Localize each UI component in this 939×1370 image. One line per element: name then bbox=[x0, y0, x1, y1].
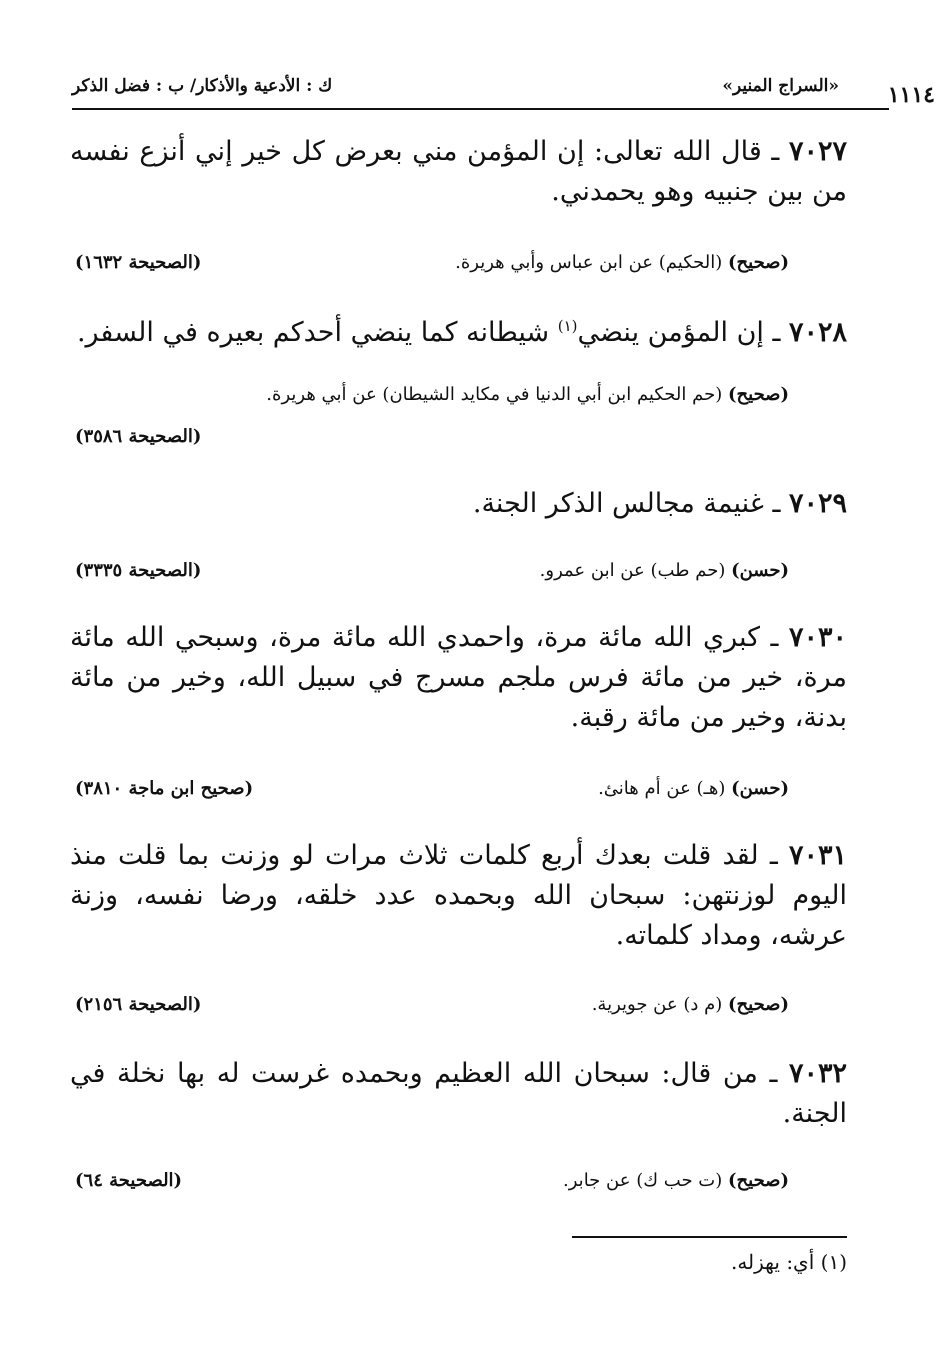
source: (هـ) عن أم هانئ. bbox=[598, 778, 726, 799]
hadith-text: ـ لقد قلت بعدك أربع كلمات ثلاث مرات لو وزنت بما قلت منذ اليوم لوزنتهن: سبحان الله وبحمده عدد خلقه، ورضا نفسه، وزنة عرشه، ومداد كلماته. bbox=[70, 840, 847, 951]
reference: (الصحيحة ٣٥٨٦) bbox=[75, 426, 202, 447]
source: (حم طب) عن ابن عمرو. bbox=[539, 560, 726, 581]
grade: (حسن) bbox=[731, 778, 789, 799]
source: (حم الحكيم ابن أبي الدنيا في مكايد الشيطان) عن أبي هريرة. bbox=[266, 384, 723, 405]
book-title: «السراج المنير» bbox=[722, 76, 839, 96]
hadith-number: ٧٠٢٩ bbox=[788, 488, 847, 519]
footnote-divider bbox=[572, 1236, 847, 1238]
source-line-7032 bbox=[75, 1170, 789, 1196]
reference: (صحيح ابن ماجة ٣٨١٠) bbox=[75, 778, 254, 799]
hadith-text: ـ قال الله تعالى: إن المؤمن مني بعرض كل خير إني أنزع نفسه من بين جنبيه وهو يحمدني. bbox=[70, 136, 847, 207]
reference: (الصحيحة ٣٣٣٥) bbox=[75, 560, 202, 581]
hadith-number: ٧٠٣٢ bbox=[788, 1058, 847, 1089]
source-text bbox=[455, 252, 789, 273]
footnote-marker: (١) bbox=[557, 317, 578, 335]
reference: (الصحيحة ٢١٥٦) bbox=[75, 994, 202, 1015]
source: (ت حب ك) عن جابر. bbox=[563, 1170, 723, 1191]
hadith-number: ٧٠٢٨ bbox=[788, 317, 847, 348]
source-text bbox=[592, 994, 789, 1015]
hadith-number: ٧٠٢٧ bbox=[788, 136, 847, 167]
source-text bbox=[266, 384, 789, 405]
hadith-text: ـ من قال: سبحان الله العظيم وبحمده غرست له بها نخلة في الجنة. bbox=[70, 1058, 847, 1129]
grade: (حسن) bbox=[731, 560, 789, 581]
source-line-7031 bbox=[75, 994, 789, 1020]
source: (الحكيم) عن ابن عباس وأبي هريرة. bbox=[455, 252, 723, 273]
source-text bbox=[598, 778, 789, 799]
hadith-number: ٧٠٣٠ bbox=[788, 622, 847, 653]
hadith-7032 bbox=[70, 1054, 847, 1134]
source-line-7028 bbox=[75, 384, 789, 410]
source-line-7029 bbox=[75, 560, 789, 586]
footnote: (١) أي: يهزله. bbox=[730, 1250, 847, 1274]
source-line-7030 bbox=[75, 778, 789, 804]
reference: (الصحيحة ١٦٣٢) bbox=[75, 252, 202, 273]
source: (م د) عن جويرية. bbox=[591, 994, 723, 1015]
grade: (صحيح) bbox=[728, 994, 789, 1015]
hadith-7030 bbox=[70, 618, 847, 738]
hadith-7027 bbox=[70, 132, 847, 212]
hadith-number: ٧٠٣١ bbox=[788, 840, 847, 871]
grade: (صحيح) bbox=[728, 252, 789, 273]
source-text bbox=[540, 560, 789, 581]
hadith-7028 bbox=[70, 306, 847, 353]
running-header bbox=[72, 68, 935, 110]
source-line-7027 bbox=[75, 252, 789, 278]
hadith-text: ـ كبري الله مائة مرة، واحمدي الله مائة مرة، وسبحي الله مائة مرة، خير من مائة فرس ملجم مسرج في سبيل الله، وخير من مائة بدنة، وخير من مائة رقبة. bbox=[70, 622, 847, 733]
hadith-7031 bbox=[70, 836, 847, 956]
hadith-text-cont: شيطانه كما ينضي أحدكم بعيره في السفر. bbox=[76, 317, 550, 348]
page-number: ١١١٤ bbox=[884, 82, 935, 108]
grade: (صحيح) bbox=[728, 384, 789, 405]
grade: (صحيح) bbox=[728, 1170, 789, 1191]
hadith-text: ـ غنيمة مجالس الذكر الجنة. bbox=[472, 488, 781, 519]
source-text bbox=[563, 1170, 789, 1191]
reference: (الصحيحة ٦٤) bbox=[75, 1170, 183, 1191]
chapter-title: ك : الأدعية والأذكار/ ب : فضل الذكر bbox=[72, 76, 333, 96]
reference-line-7028 bbox=[75, 426, 789, 452]
hadith-7029 bbox=[70, 484, 847, 524]
hadith-text: ـ إن المؤمن ينضي bbox=[577, 317, 781, 348]
